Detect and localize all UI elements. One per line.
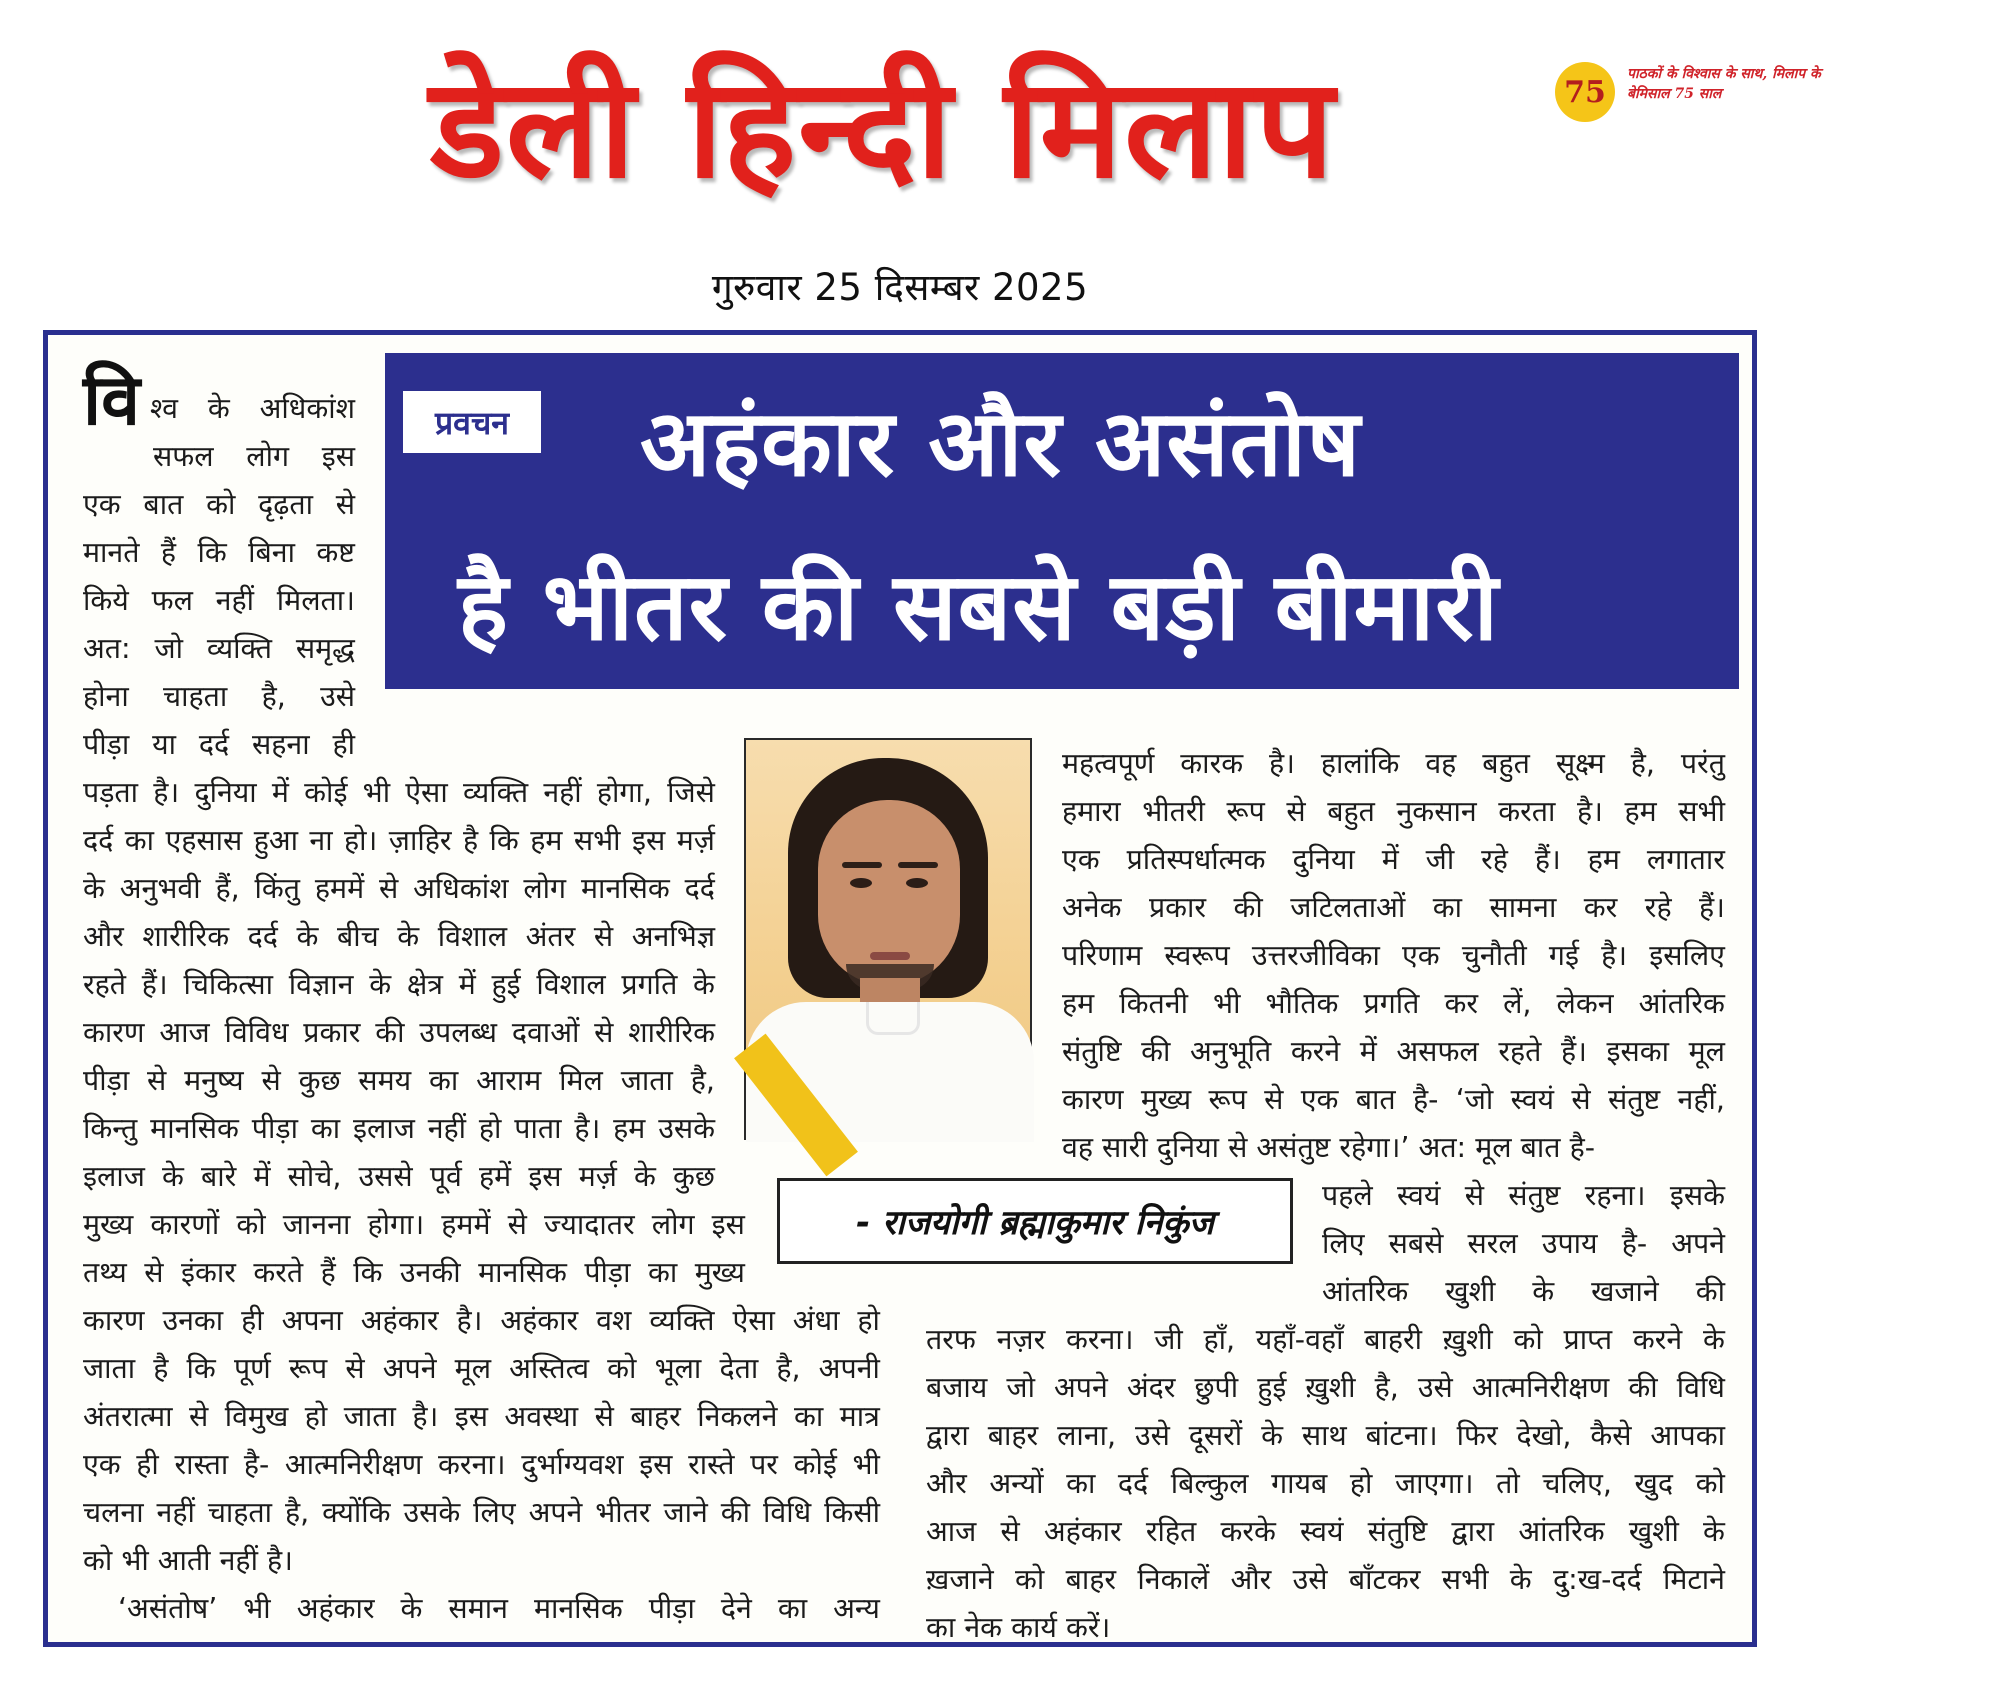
column-2-line: और अन्यों का दर्द बिल्कुल गायब हो जाएगा। तो चलिए, खुद को — [926, 1467, 1725, 1500]
issue-date: गुरुवार 25 दिसम्बर 2025 — [711, 266, 1089, 309]
column-2-line: आज से अहंकार रहित करके स्वयं संतुष्टि द्वारा आंतरिक खुशी के — [926, 1515, 1725, 1548]
column-1-line: अत: जो व्यक्ति समृद्ध — [83, 632, 355, 665]
column-1-line: और शारीरिक दर्द के बीच के विशाल अंतर से अनभिज्ञ — [83, 920, 715, 953]
column-2-line: ख़जाने को बाहर निकालें और उसे बाँटकर सभी के दु:ख-दर्द मिटाने — [926, 1563, 1725, 1596]
author-photo — [744, 738, 1032, 1140]
column-2-line: एक प्रतिस्पर्धात्मक दुनिया में जी रहे हैं। हम लगातार — [1062, 843, 1725, 876]
column-2-line: का नेक कार्य करें। — [926, 1611, 1111, 1644]
column-1-line: के अनुभवी हैं, किंतु हममें से अधिकांश लोग मानसिक दर्द — [83, 872, 715, 905]
column-2-line: हमारा भीतरी रूप से बहुत नुकसान करता है। हम सभी — [1062, 795, 1725, 828]
column-2-line: हम कितनी भी भौतिक प्रगति कर लें, लेकन आंतरिक — [1062, 987, 1725, 1020]
column-1-line: मानते हैं कि बिना कष्ट — [83, 536, 355, 569]
column-2-line: कारण मुख्य रूप से एक बात है- ‘जो स्वयं से संतुष्ट नहीं, — [1062, 1083, 1725, 1116]
column-1-line: एक ही रास्ता है- आत्मनिरीक्षण करना। दुर्भाग्यवश इस रास्ते पर कोई भी — [83, 1448, 880, 1481]
column-2-line: लिए सबसे सरल उपाय है- अपने — [1322, 1227, 1725, 1260]
drop-cap: वि — [83, 359, 141, 441]
newspaper-name: डेली हिन्दी मिलाप — [430, 48, 1336, 209]
column-2-line: अनेक प्रकार की जटिलताओं का सामना कर रहे हैं। — [1062, 891, 1725, 924]
column-2-line: महत्वपूर्ण कारक है। हालांकि वह बहुत सूक्ष्म है, परंतु — [1062, 747, 1725, 780]
badge-text: पाठकों के विश्वास के साथ, मिलाप के बेमिसाल 75 साल — [1627, 66, 1821, 102]
column-2-line: परिणाम स्वरूप उत्तरजीविका एक चुनौती गई है। इसलिए — [1062, 939, 1725, 972]
headline-line-1: अहंकार और असंतोष — [640, 390, 1361, 497]
column-1-line: श्व के अधिकांश — [150, 392, 355, 425]
column-1-line: पड़ता है। दुनिया में कोई भी ऐसा व्यक्ति नहीं होगा, जिसे — [83, 776, 715, 809]
column-1-line: अंतरात्मा से विमुख हो जाता है। इस अवस्था से बाहर निकलने का मात्र — [83, 1400, 880, 1433]
column-1-line: ‘असंतोष’ भी अहंकार के समान मानसिक पीड़ा देने का अन्य — [118, 1592, 880, 1625]
column-1-line: किये फल नहीं मिलता। — [83, 584, 355, 617]
column-2-line: वह सारी दुनिया से असंतुष्ट रहेगा।’ अत: मूल बात है- — [1062, 1131, 1596, 1164]
column-1-line: एक बात को दृढ़ता से — [83, 488, 355, 521]
headline-line-2: है भीतर की सबसे बड़ी बीमारी — [458, 553, 1499, 662]
column-1-line: को भी आती नहीं है। — [83, 1544, 293, 1577]
column-1-line: मुख्य कारणों को जानना होगा। हममें से ज्यादातर लोग इस — [83, 1208, 745, 1241]
column-2-line: बजाय जो अपने अंदर छुपी हुई ख़ुशी है, उसे आत्मनिरीक्षण की विधि — [926, 1371, 1725, 1404]
column-1-line: रहते हैं। चिकित्सा विज्ञान के क्षेत्र में हुई विशाल प्रगति के — [83, 968, 715, 1001]
column-1-line: होना चाहता है, उसे — [83, 680, 355, 713]
author-byline: - राजयोगी ब्रह्माकुमार निकुंज — [777, 1178, 1293, 1264]
badge-number: 75 — [1555, 62, 1615, 122]
column-1-line: कारण उनका ही अपना अहंकार है। अहंकार वश व्यक्ति ऐसा अंधा हो — [83, 1304, 880, 1337]
column-1-line: पीड़ा या दर्द सहना ही — [83, 728, 355, 761]
column-1-line: पीड़ा से मनुष्य से कुछ समय का आराम मिल जाता है, — [83, 1064, 715, 1097]
column-2-line: तरफ नज़र करना। जी हाँ, यहाँ-वहाँ बाहरी ख़ुशी को प्राप्त करने के — [926, 1323, 1725, 1356]
column-2-line: संतुष्टि की अनुभूति करने में असफल रहते हैं। इसका मूल — [1062, 1035, 1725, 1068]
column-2-line: द्वारा बाहर लाना, उसे दूसरों के साथ बांटना। फिर देखो, कैसे आपका — [926, 1419, 1725, 1452]
column-1-line: कारण आज विविध प्रकार की उपलब्ध दवाओं से शारीरिक — [83, 1016, 715, 1049]
column-1-line: चलना नहीं चाहता है, क्योंकि उसके लिए अपने भीतर जाने की विधि किसी — [83, 1496, 880, 1529]
section-tag: प्रवचन — [403, 391, 541, 453]
column-1-line: तथ्य से इंकार करते हैं कि उनकी मानसिक पीड़ा का मुख्य — [83, 1256, 745, 1289]
column-1-line: किन्तु मानसिक पीड़ा का इलाज नहीं हो पाता है। हम उसके — [83, 1112, 715, 1145]
column-1-line: सफल लोग इस — [153, 440, 355, 473]
column-2-line: आंतरिक खुशी के खजाने की — [1322, 1275, 1725, 1308]
column-1-line: इलाज के बारे में सोचे, उससे पूर्व हमें इस मर्ज़ के कुछ — [83, 1160, 715, 1193]
column-2-line: पहले स्वयं से संतुष्ट रहना। इसके — [1322, 1179, 1725, 1212]
column-1-line: दर्द का एहसास हुआ ना हो। ज़ाहिर है कि हम सभी इस मर्ज़ — [83, 824, 715, 857]
column-1-line: जाता है कि पूर्ण रूप से अपने मूल अस्तित्व को भूला देता है, अपनी — [83, 1352, 880, 1385]
